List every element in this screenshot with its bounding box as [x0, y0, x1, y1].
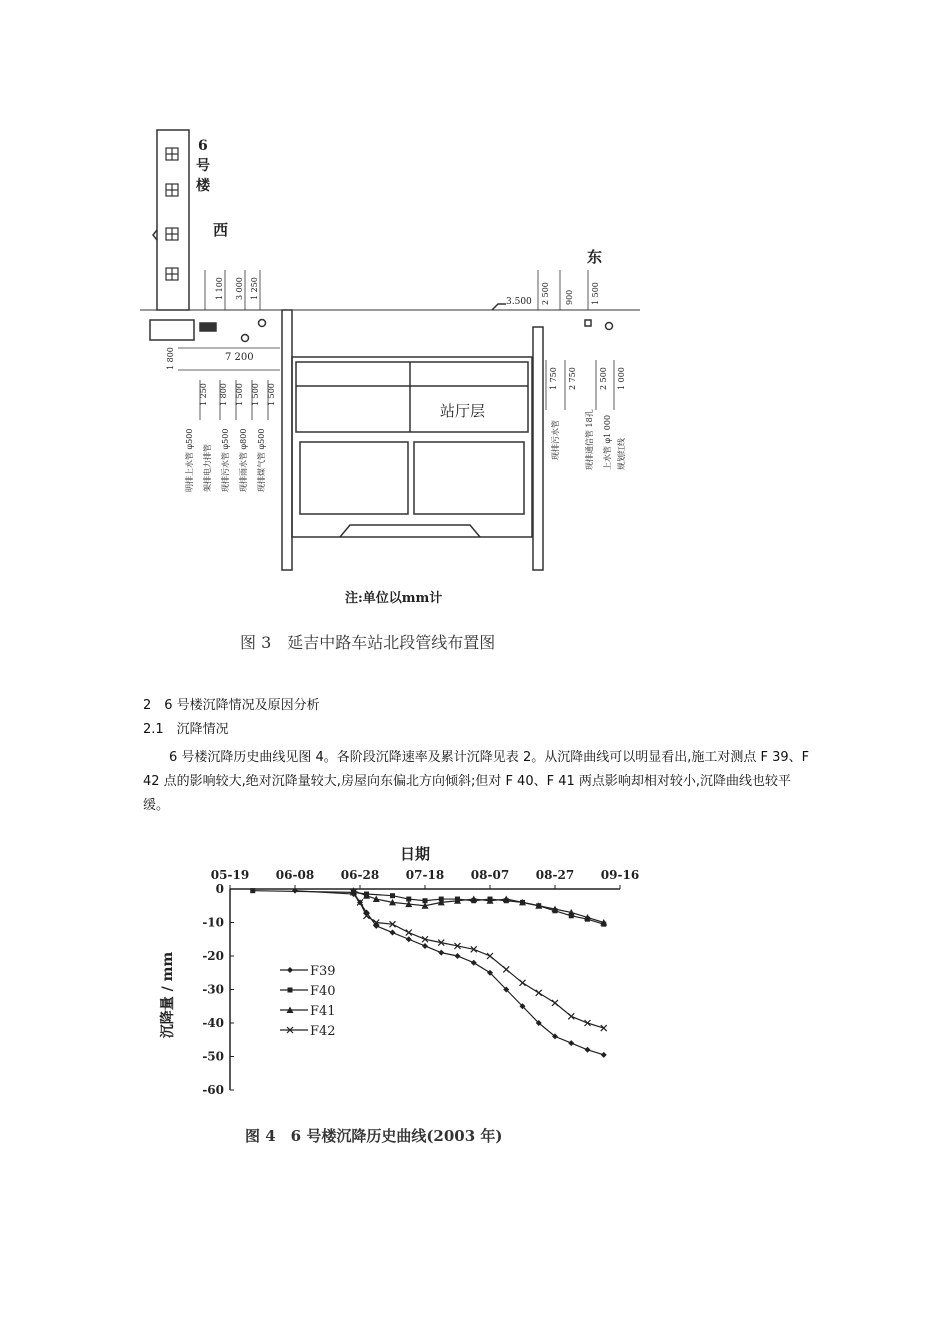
pipe-right-1: 现排污水管: [551, 420, 560, 460]
data-point: [288, 988, 293, 993]
pipe-right-3: 上水管 φ1 000: [603, 414, 612, 470]
data-point: [438, 950, 444, 956]
series-f40: [250, 888, 606, 927]
data-point: [455, 953, 461, 959]
series-line: [253, 891, 604, 925]
x-tick-label: 09-16: [600, 868, 640, 882]
data-point: [585, 1020, 591, 1026]
dim-left-mid-2: 7 200: [225, 352, 254, 363]
data-point: [520, 980, 526, 986]
x-tick-label: 08-07: [470, 868, 510, 882]
y-tick-label: -20: [202, 949, 224, 963]
pipe-right-2: 现排通信管 18孔: [585, 409, 594, 470]
x-tick-label: 05-19: [210, 868, 250, 882]
y-tick-label: -60: [202, 1083, 224, 1097]
x-tick-label: 07-18: [405, 868, 445, 882]
y-tick-label: -50: [202, 1049, 224, 1064]
pipe-left-1: 明排上水管 φ500: [185, 428, 194, 492]
dim-left-top-2: 3 000: [235, 277, 244, 300]
building-label-2: 号: [196, 158, 210, 174]
dim-right-depth-3: 2 500: [599, 367, 608, 390]
dim-right-top-3: 1 500: [591, 282, 600, 305]
dim-right-depth-1: 1 750: [549, 367, 558, 390]
pipe-left-4: 现排雨水管 φ800: [239, 428, 248, 492]
figure-4-settlement-chart: [150, 835, 650, 1115]
y-tick-label: -30: [202, 982, 224, 997]
data-point: [390, 893, 395, 898]
data-point: [471, 960, 477, 966]
chart-ylabel: 沉降量 / mm: [160, 951, 176, 1039]
dim-right-top-2: 900: [565, 289, 574, 305]
dim-left-depth-2: 1 800: [219, 383, 228, 406]
legend-label: F40: [310, 984, 336, 999]
series-f42: [351, 889, 607, 1031]
dim-left-depth-3: 1 500: [235, 383, 244, 406]
x-tick-label: 06-08: [275, 868, 315, 882]
series-f41: [350, 887, 607, 925]
data-point: [585, 1047, 591, 1053]
legend-label: F41: [310, 1004, 336, 1019]
x-tick-label: 06-28: [340, 868, 380, 882]
data-point: [287, 967, 293, 973]
subsection-heading: 2.1 沉降情况: [143, 722, 229, 737]
data-point: [552, 1000, 558, 1006]
legend-entry: [280, 964, 336, 979]
dim-right-top-1: 2 500: [541, 282, 550, 305]
pipe-left-3: 现排污水管 φ500: [221, 428, 230, 492]
building-6: [157, 130, 189, 310]
data-point: [406, 930, 412, 936]
west-label: 西: [213, 221, 229, 239]
series-line: [295, 891, 604, 1055]
data-point: [487, 953, 493, 959]
dim-right-depth-4: 1 000: [617, 367, 626, 390]
legend-entry: [280, 1024, 336, 1039]
figure3-note: 注:单位以mm计: [345, 591, 443, 606]
dim-left-depth-4: 1 500: [251, 383, 260, 406]
pipe-left-2: 架排电力排管: [203, 444, 212, 492]
data-point: [568, 1040, 574, 1046]
dim-left-top-1: 1 100: [215, 277, 224, 300]
dim-right-depth-2: 2 750: [568, 367, 577, 390]
data-point: [601, 1052, 607, 1058]
elevation-label: 3.500: [506, 297, 532, 307]
station-hall-label: 站厅层: [440, 402, 486, 420]
east-label: 东: [587, 248, 603, 266]
data-point: [406, 936, 412, 942]
legend-entry: [280, 984, 336, 999]
data-point: [390, 930, 396, 936]
figure3-caption: 图 3 延吉中路车站北段管线布置图: [240, 633, 496, 652]
building-label-1: 6: [198, 138, 208, 154]
y-tick-label: 0: [215, 882, 224, 896]
building-label-3: 楼: [196, 178, 210, 194]
dim-left-depth-5: 1 500: [267, 383, 276, 406]
data-point: [503, 966, 509, 972]
pipe-right-4: 规划红线: [617, 438, 626, 470]
figure4-caption: 图 4 6 号楼沉降历史曲线(2003 年): [245, 1127, 503, 1145]
x-tick-label: 08-27: [535, 868, 575, 882]
body-paragraph: [143, 746, 813, 818]
data-point: [250, 888, 255, 893]
body-paragraph-text: 6 号楼沉降历史曲线见图 4。各阶段沉降速率及累计沉降见表 2。从沉降曲线可以明显看出,施工对测点 F 39、F 42 点的影响较大,绝对沉降量较大,房屋向东偏北方向倾斜;但对 F 40、F 41 两点影响却相对较小,沉降曲线也较平缓。: [143, 750, 810, 813]
data-point: [568, 1013, 574, 1019]
legend-entry: [280, 1004, 336, 1019]
series-line: [354, 892, 604, 1028]
figure-3-pipeline-diagram: [140, 120, 660, 660]
legend-label: F42: [310, 1024, 336, 1039]
dim-left-mid-1: 1 800: [166, 347, 175, 370]
legend-label: F39: [310, 964, 336, 979]
dim-left-top-3: 1 250: [250, 277, 259, 300]
data-point: [601, 1025, 607, 1031]
section-heading: 2 6 号楼沉降情况及原因分析: [143, 698, 320, 713]
y-tick-label: -10: [202, 915, 224, 930]
data-point: [536, 990, 542, 996]
y-tick-label: -40: [202, 1016, 224, 1030]
data-point: [422, 943, 428, 949]
dim-left-depth-1: 1 250: [199, 383, 208, 406]
chart-xlabel: 日期: [399, 845, 431, 863]
series-f39: [292, 888, 607, 1058]
pipe-left-5: 现排煤气管 φ500: [257, 428, 266, 492]
